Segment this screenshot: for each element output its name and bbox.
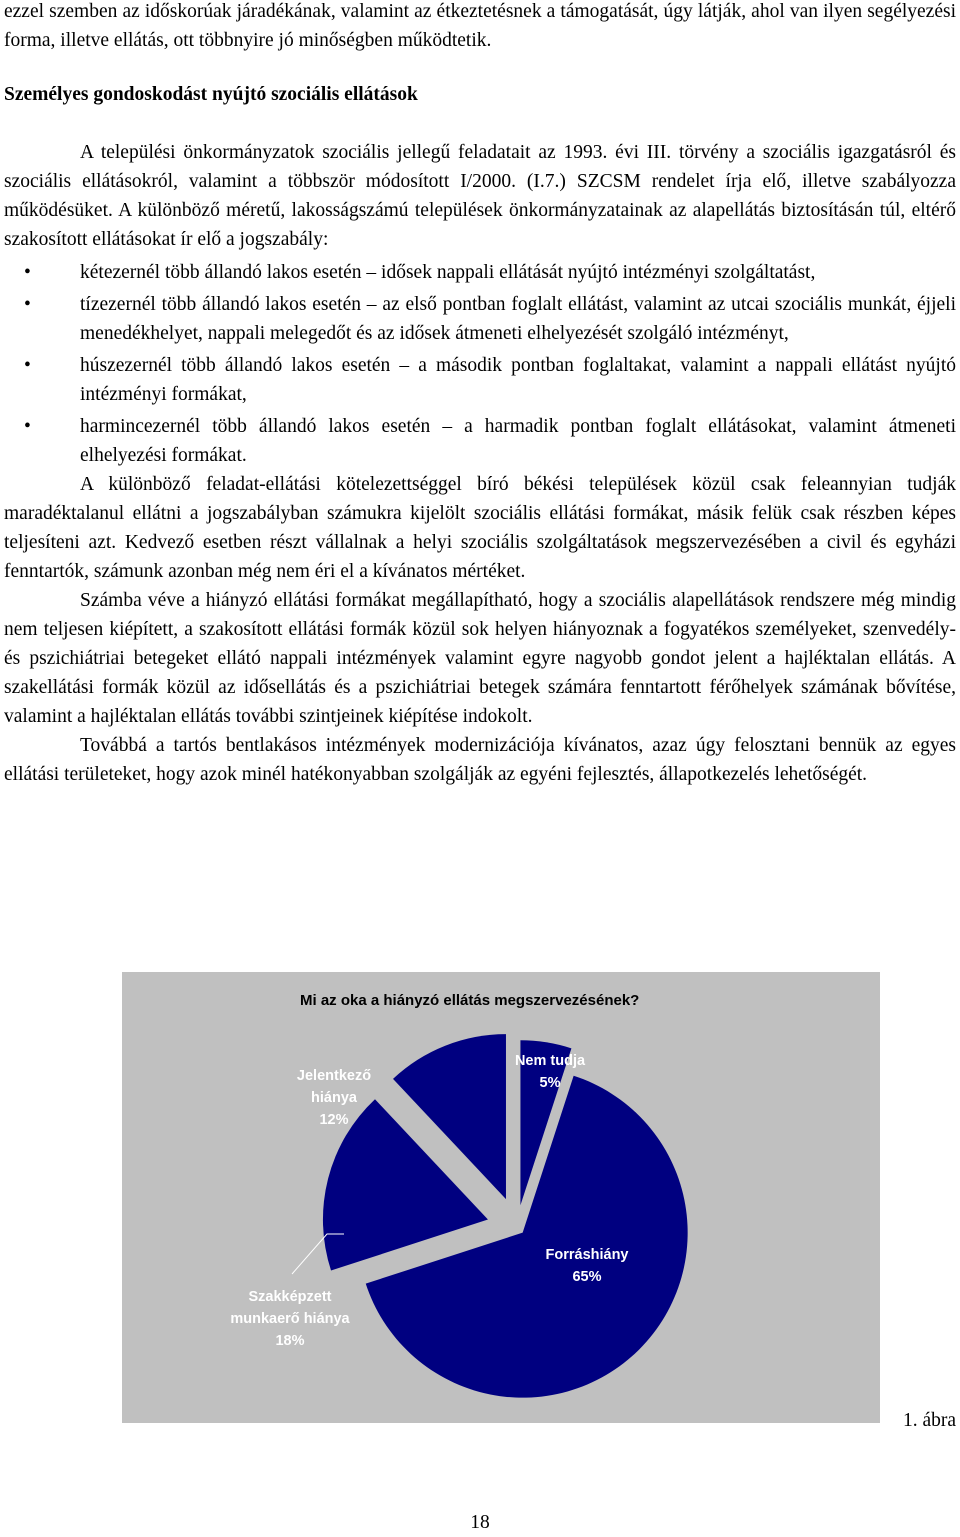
document-page [4,0,956,789]
pie-label-forrashiany: Forráshiány 65% [545,1247,629,1285]
section-heading: Személyes gondoskodást nyújtó szociális ellátások [4,84,418,105]
chart-title: Mi az oka a hiányzó ellátás megszervezésének? [300,992,640,1009]
list-item [4,258,956,287]
bullet-icon: • [24,294,31,315]
intro-paragraph: ezzel szemben az időskorúak járadékának, valamint az étkeztetésnek a támogatását, úgy látják, ahol van ilyen segélyezési forma, illetve ellátás, ott többnyire jó minőségben működtetik. [4,1,956,51]
list-item-text: harmincezernél több állandó lakos esetén – a harmadik pontban foglalt ellátásokat, valamint átmeneti elhelyezési formákat. [80,416,956,466]
bullet-icon: • [24,416,31,437]
pie-label-jelentkezo: Jelentkező hiánya 12% [296,1068,372,1128]
pie-chart-figure [122,972,880,1423]
paragraph-legal-basis: A települési önkormányzatok szociális jellegű feladatait az 1993. évi III. törvény a szociális igazgatásról és szociális ellátásokról, valamint a többször módosított I/2000. (I.7.) SZCSM rendelet írja elő, illetve szabályozza működésüket. A különböző méretű, lakosságszámú települések önkormányzatainak az alapellátás biztosításán túl, eltérő szakosított ellátásokat ír elő a jogszabály: [4,142,956,250]
list-item [4,412,956,470]
bullet-icon: • [24,262,31,283]
paragraph-settlements: A különböző feladat-ellátási kötelezettséggel bíró békési települések közül csak feleannyian tudják maradéktalanul ellátni a jogszabályban számukra kijelölt szociális ellátási formákat, másik felük csak részben képes teljesíteni azt. Kedvező esetben részt vállalnak a helyi szociális szolgáltatások megszervezésében a civil és egyházi fenntartók, számunk azonban még nem éri el a kívánatos mértéket. [4,474,956,582]
bullet-list [4,258,956,470]
pie-chart [122,972,880,1423]
list-item-text: tízezernél több állandó lakos esetén – az első pontban foglalt ellátást, valamint az utcai szociális munkát, éjjeli menedékhelyet, nappali melegedőt és az idősek átmeneti elhelyezését szolgáló intézményt, [80,294,956,344]
page-number: 18 [470,1512,490,1533]
paragraph-modernization: Továbbá a tartós bentlakásos intézmények modernizációja kívánatos, azaz úgy felosztani bennük az egyes ellátási területeket, hogy azok minél hatékonyabban szolgálják az egyéni fejlesztés, állapotkezelés lehetőségét. [4,735,956,785]
paragraph-missing-services: Számba véve a hiányzó ellátási formákat megállapítható, hogy a szociális alapellátások rendszere még mindig nem teljesen kiépített, a szakosított ellátási formák közül sok helyen hiányoznak a fogyatékos személyeket, szenvedély- és pszichiátriai betegeket ellátó nappali intézmények valamint egyre nagyobb gondot jelent a hajléktalan ellátás. A szakellátási formák közül az idősellátás és a pszichiátriai betegek számára fenntartott férőhelyek számának bővítése, valamint a hajléktalan ellátás további szintjeinek kiépítése indokolt. [4,590,956,727]
list-item [4,290,956,348]
list-item [4,351,956,409]
list-item-text: húszezernél több állandó lakos esetén – a második pontban foglaltakat, valamint a nappali ellátást nyújtó intézményi formákat, [80,355,956,405]
figure-caption: 1. ábra [902,1410,956,1431]
pie-label-nem-tudja: Nem tudja 5% [514,1053,586,1091]
pie-label-szakkepzett: Szakképzett munkaerő hiánya 18% [230,1289,350,1349]
bullet-icon: • [24,355,31,376]
list-item-text: kétezernél több állandó lakos esetén – idősek nappali ellátását nyújtó intézményi szolgáltatást, [80,262,816,283]
